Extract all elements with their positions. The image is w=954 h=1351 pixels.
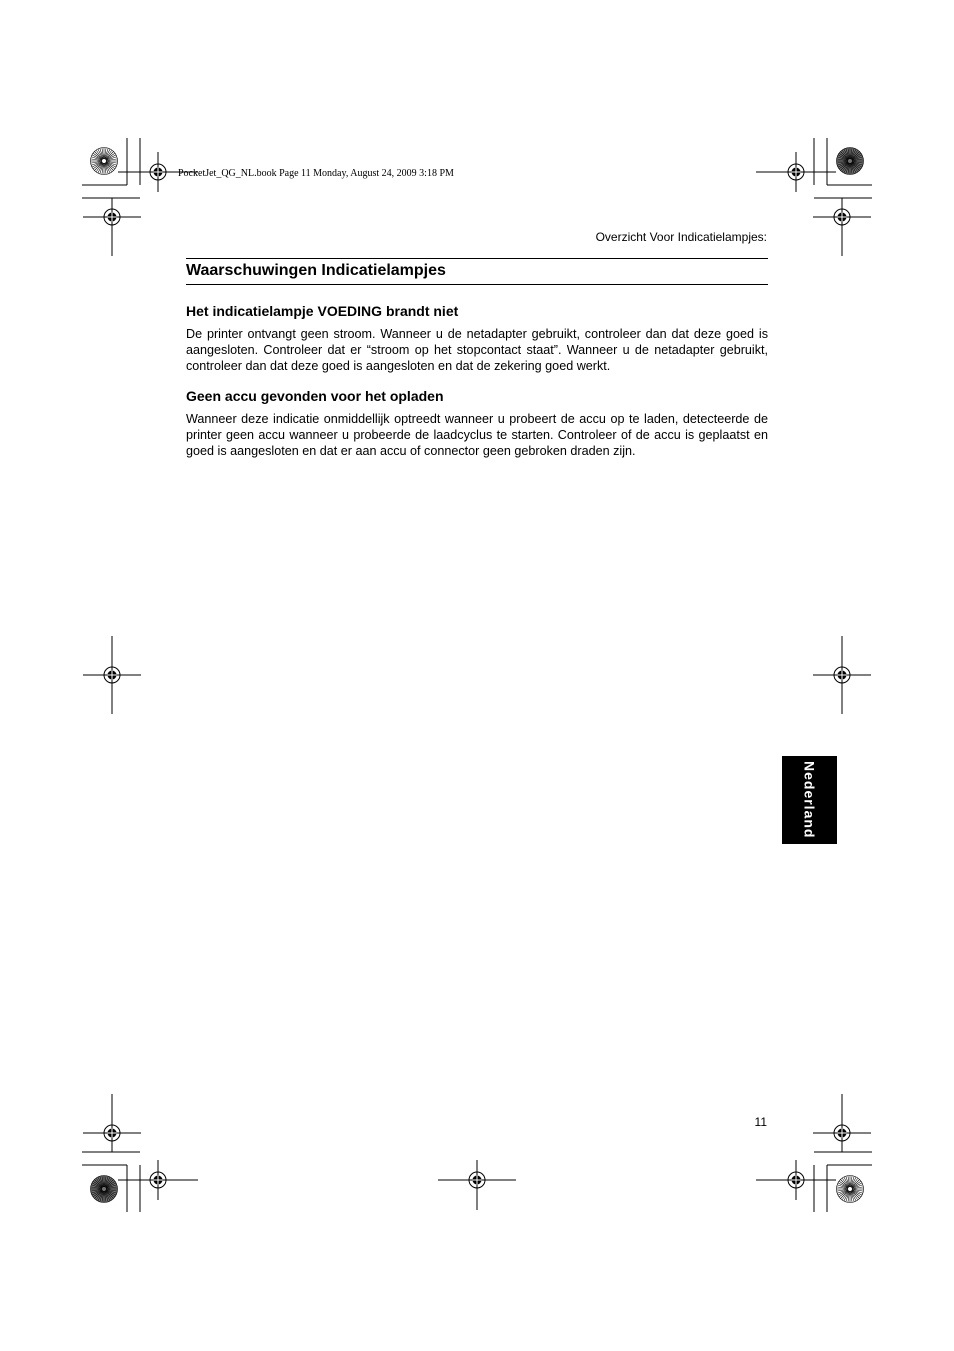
section-title: Waarschuwingen Indicatielampjes	[186, 258, 768, 285]
crop-marks-mid	[83, 636, 871, 714]
main-content	[186, 258, 768, 459]
subsection-text: De printer ontvangt geen stroom. Wanneer u de netadapter gebruikt, controleer dan dat deze goed is aangesloten. Controleer dat er “stroom op het stopcontact staat”. Wanneer u de netadapter gebruikt, controleer dan dat deze goed is aangesloten en dat de zekering goed werkt.	[186, 327, 768, 373]
burst-mark-bottom-left	[91, 1176, 118, 1203]
subsection-title: Het indicatielampje VOEDING brandt niet	[186, 303, 459, 319]
subsection-text: Wanneer deze indicatie onmiddellijk optreedt wanneer u probeert de accu op te laden, detecteerde de printer geen accu wanneer u probeerde de laadcyclus te starten. Controleer of de accu is geplaatst en goed is aangesloten en dat er aan accu of connector geen gebroken draden zijn.	[186, 412, 768, 458]
language-tab	[782, 756, 837, 844]
page-number: 11	[754, 1115, 767, 1129]
burst-mark-top-left	[91, 148, 118, 175]
print-info: PocketJet_QG_NL.book Page 11 Monday, August 24, 2009 3:18 PM	[178, 168, 454, 179]
language-tab-label: Nederland	[801, 761, 818, 839]
burst-mark-bottom-right	[837, 1176, 864, 1203]
crop-marks-bottom-center	[438, 1160, 516, 1210]
subsection-title: Geen accu gevonden voor het opladen	[186, 388, 444, 404]
running-header: Overzicht Voor Indicatielampjes:	[595, 230, 767, 244]
burst-mark-top-right	[837, 148, 864, 175]
subsection-power	[186, 303, 768, 374]
subsection-battery	[186, 388, 768, 459]
